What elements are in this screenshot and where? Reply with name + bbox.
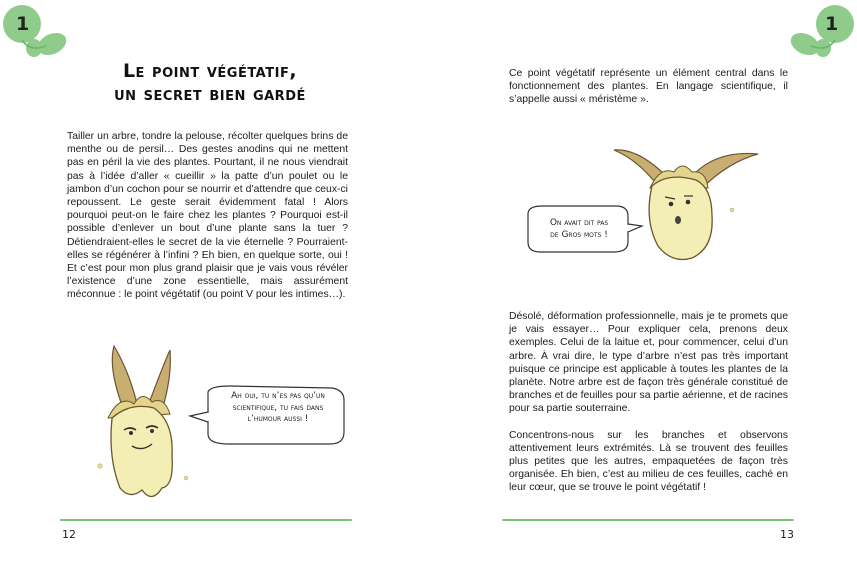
paragraph-2: Concentrons-nous sur les branches et observons attentivement leurs extrémités. Là se trouvent des feuilles plus petites que les autres, empaquetées de façon très organisée. Eh bien, c’est au milieu de ces feuilles, caché en leur cœur, que se trouve le point végétatif ! [509,429,788,494]
title-line-1: Le point végétatif, [122,60,298,82]
left-page [0,0,428,581]
right-body-text [509,310,788,508]
bubble-line-2: scientifique, tu fais dans [232,402,324,413]
chapter-title [60,60,360,106]
chapter-leaf-icon [783,0,857,62]
chapter-number: 1 [16,13,30,35]
bubble-line-1: Ah oui, tu n’es pas qu’un [231,391,325,401]
page-number: 13 [780,528,794,541]
creature-illustration [518,140,798,270]
title-line-2: un secret bien gardé [114,83,306,105]
bubble-line-2: de Gros mots ! [550,229,608,240]
paragraph-1: Désolé, déformation professionnelle, mais je te promets que je vais essayer… Pour expliquer cela, prenons deux exemples. Celui de la laitue et, pour commencer, celui d’un arbre. À vrai dire, le type d’arbre n’est pas très important puisque ce principe est applicable à toutes les plantes de la planète. Notre arbre est de façon très générale constitué de branches et de feuilles pour sa partie aérienne, et de racines pour sa partie souterraine. [509,311,788,415]
chapter-number: 1 [825,13,839,35]
left-body-text [67,130,348,315]
chapter-leaf-icon [0,0,75,62]
footer-rule [502,519,794,521]
bubble-line-1: On avait dit pas [549,218,609,228]
page-number: 12 [62,528,76,541]
left-speech-bubble-text [210,391,346,426]
bubble-line-3: l’humour aussi ! [247,414,309,424]
right-intro-text [509,67,788,120]
intro-paragraph: Ce point végétatif représente un élément central dans le fonctionnement des plantes. En langage scientifique, il s’appelle aussi « méristème ». [509,68,788,106]
intro-paragraph: Tailler un arbre, tondre la pelouse, récolter quelques brins de menthe ou de persil… Des gestes anodins qui ne mettent pas en péril la vie des plantes. Pourtant, il ne nous viendrait pas à l’idée d’aller « cueillir » la patte d’un poulet ou le jambon d’un cochon pour se nourrir et d’attendre que ceux-ci repoussent. Le geste serait évidemment fatal ! Alors pourquoi peut-on le faire chez les plantes ? Pourquoi est-il possible d’enlever un bout d’une plante sans la tuer ? Détiendraient-elles le secret de la vie éternelle ? Pourraient-elles se régénérer à l’infini ? Eh bien, en quelque sorte, oui ! Et c’est pour mon plus grand plaisir que je vais vous révéler l’existence d’une zone essentielle, mais assurément méconnue : le point végétatif (ou point V pour les intimes…). [67,131,348,301]
footer-rule [60,519,352,521]
right-speech-bubble-text [532,218,626,241]
right-page [428,0,857,581]
